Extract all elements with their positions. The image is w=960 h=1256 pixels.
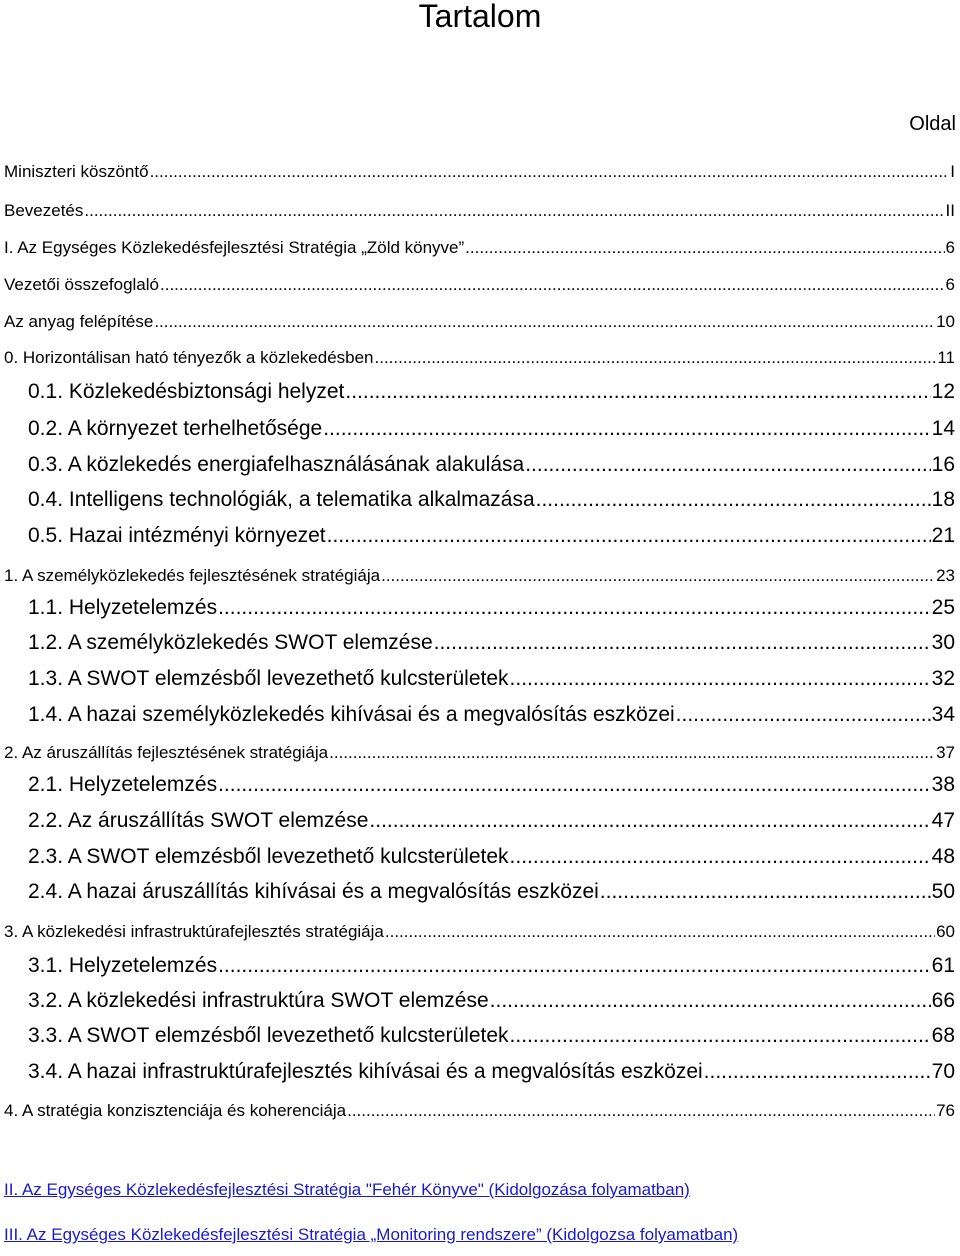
toc-leader-dots [465,238,944,258]
toc-entry-label: 0. Horizontálisan ható tényezők a közlekedésben [4,348,374,367]
toc-entry[interactable] [28,488,955,512]
toc-entry-page: 68 [931,1024,955,1047]
toc-entry-label: I. Az Egységes Közlekedésfejlesztési Stratégia „Zöld könyve” [4,238,465,257]
toc-entry[interactable] [4,566,955,586]
toc-entry-label: 3.3. A SWOT elemzésből levezethető kulcsterületek [28,1024,509,1047]
toc-entry[interactable] [4,275,955,295]
toc-entry-label: 3.2. A közlekedési infrastruktúra SWOT elemzése [28,989,489,1012]
toc-entry[interactable] [4,922,955,942]
toc-entry-page: 14 [931,417,955,440]
toc-entry-page: 47 [931,809,955,832]
toc-leader-dots [347,1101,935,1121]
toc-entry-page: 6 [945,238,955,257]
toc-leader-dots [154,312,935,332]
toc-entry-label: 3.4. A hazai infrastruktúrafejlesztés kihívásai és a megvalósítás eszközei [28,1060,703,1083]
toc-entry[interactable] [28,809,955,833]
toc-leader-dots [434,631,931,655]
toc-entry-label: 1. A személyközlekedés fejlesztésének stratégiája [4,566,381,585]
toc-entry[interactable] [28,453,955,477]
toc-entry[interactable] [28,380,955,404]
toc-leader-dots [345,380,930,404]
toc-entry[interactable] [28,989,955,1013]
toc-entry-page: 11 [937,348,955,367]
document-part-link[interactable]: III. Az Egységes Közlekedésfejlesztési Stratégia „Monitoring rendszere” (Kidolgozsa folyamatban) [4,1225,739,1244]
toc-entry[interactable] [28,667,955,691]
toc-entry-page: 70 [931,1060,955,1083]
toc-entry[interactable] [28,631,955,655]
toc-entry-page: 16 [931,453,955,476]
toc-leader-dots [385,922,935,942]
toc-entry[interactable] [28,524,955,548]
toc-entry[interactable] [4,312,955,332]
toc-entry-label: 3. A közlekedési infrastruktúrafejlesztés stratégiája [4,922,384,941]
toc-entry[interactable] [4,201,955,221]
toc-entry-label: Az anyag felépítése [4,312,154,331]
toc-leader-dots [160,275,945,295]
toc-entry-page: 23 [936,566,955,585]
toc-entry[interactable] [28,845,955,869]
toc-entry-label: 0.5. Hazai intézményi környezet [28,524,326,547]
toc-entry[interactable] [28,773,955,797]
toc-leader-dots [369,809,930,833]
toc-leader-dots [510,667,931,691]
toc-leader-dots [323,417,930,441]
toc-entry-page: 60 [936,922,955,941]
toc-entry-label: 3.1. Helyzetelemzés [28,954,218,977]
toc-entry-label: 1.1. Helyzetelemzés [28,596,218,619]
toc-entry-page: 25 [931,596,955,619]
toc-entry[interactable] [28,880,955,904]
page-column-label: Oldal [909,113,956,135]
toc-entry-label: 0.1. Közlekedésbiztonsági helyzet [28,380,345,403]
toc-entry-label: 4. A stratégia konzisztenciája és koherenciája [4,1101,347,1120]
toc-entry-label: 1.4. A hazai személyközlekedés kihívásai és a megvalósítás eszközei [28,703,675,726]
toc-leader-dots [327,524,931,548]
toc-entry-label: Bevezetés [4,201,84,220]
toc-entry-label: 0.2. A környezet terhelhetősége [28,417,323,440]
toc-entry[interactable] [28,417,955,441]
toc-entry-label: 1.3. A SWOT elemzésből levezethető kulcsterületek [28,667,509,690]
toc-entry-page: 38 [931,773,955,796]
toc-entry-label: 0.3. A közlekedés energiafelhasználásának alakulása [28,453,525,476]
toc-leader-dots [536,488,931,512]
toc-entry-label: Miniszteri köszöntő [4,162,149,181]
toc-entry[interactable] [28,596,955,620]
toc-leader-dots [218,773,931,797]
toc-entry-label: 1.2. A személyközlekedés SWOT elemzése [28,631,433,654]
toc-entry-page: 30 [931,631,955,654]
toc-leader-dots [375,348,937,368]
toc-entry-page: 76 [936,1101,955,1120]
toc-leader-dots [676,703,931,727]
toc-leader-dots [381,566,935,586]
toc-entry[interactable] [28,703,955,727]
toc-entry[interactable] [28,1024,955,1048]
toc-entry-label: 0.4. Intelligens technológiák, a telematika alkalmazása [28,488,535,511]
toc-entry-page: 66 [931,989,955,1012]
toc-entry-label: 2. Az áruszállítás fejlesztésének stratégiája [4,743,329,762]
toc-entry-page: 34 [931,703,955,726]
toc-entry[interactable] [4,743,955,763]
toc-entry-page: 10 [936,312,955,331]
toc-entry[interactable] [28,954,955,978]
toc-entry-page: 21 [931,524,955,547]
toc-entry[interactable] [4,1101,955,1121]
toc-leader-dots [84,201,944,221]
toc-entry-page: 12 [931,380,955,403]
toc-entry-page: 32 [931,667,955,690]
toc-leader-dots [600,880,931,904]
toc-leader-dots [490,989,931,1013]
toc-entry-page: 61 [931,954,955,977]
toc-entry-label: 2.2. Az áruszállítás SWOT elemzése [28,809,369,832]
toc-entry-label: 2.3. A SWOT elemzésből levezethető kulcsterületek [28,845,509,868]
toc-leader-dots [525,453,930,477]
toc-entry-label: 2.1. Helyzetelemzés [28,773,218,796]
toc-leader-dots [510,1024,931,1048]
toc-entry-label: 2.4. A hazai áruszállítás kihívásai és a megvalósítás eszközei [28,880,599,903]
toc-leader-dots [150,162,950,182]
toc-leader-dots [218,596,931,620]
toc-entry[interactable] [4,348,955,368]
toc-entry-page: 48 [931,845,955,868]
toc-entry-page: 50 [931,880,955,903]
toc-entry-page: II [945,201,955,220]
toc-leader-dots [704,1060,931,1084]
toc-entry-page: 37 [936,743,955,762]
toc-leader-dots [510,845,931,869]
toc-entry[interactable] [28,1060,955,1084]
toc-entry-label: Vezetői összefoglaló [4,275,159,294]
page-title: Tartalom [418,0,542,34]
toc-entry[interactable] [4,162,955,182]
toc-leader-dots [329,743,935,763]
toc-entry-page: I [950,162,955,181]
toc-entry-page: 18 [931,488,955,511]
toc-entry[interactable] [4,238,955,258]
toc-entry-page: 6 [945,275,955,294]
toc-leader-dots [218,954,931,978]
document-part-link[interactable]: II. Az Egységes Közlekedésfejlesztési Stratégia "Fehér Könyve" (Kidolgozása folyamatban) [4,1180,690,1199]
